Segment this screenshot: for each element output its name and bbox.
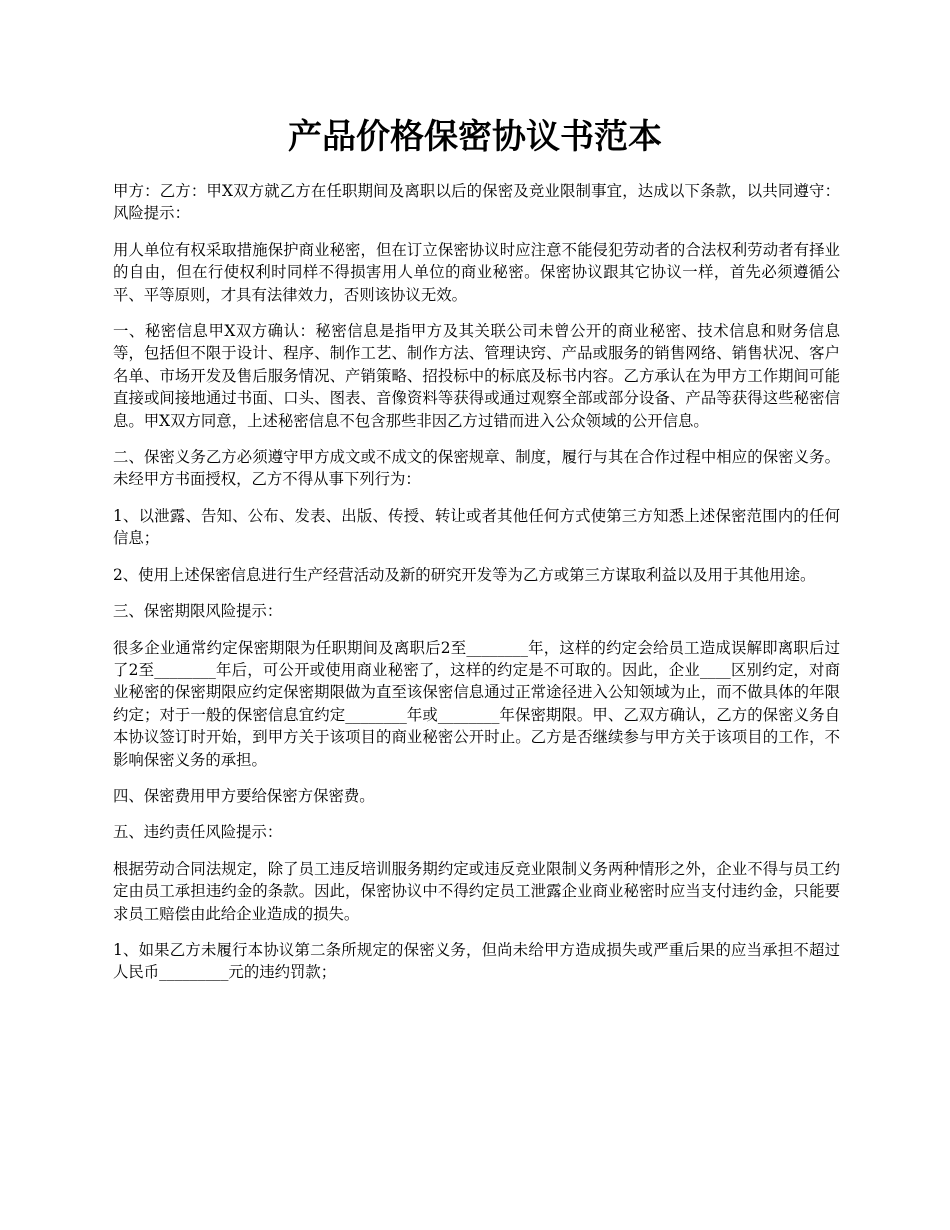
paragraph-obligation-item-1: 1、以泄露、告知、公布、发表、出版、传授、转让或者其他任何方式使第三方知悉上述保密范围内的任何信息； [113,506,840,548]
paragraph-liability-item-1: 1、如果乙方未履行本协议第二条所规定的保密义务，但尚未给甲方造成损失或严重后果的应当承担不超过人民币_________元的违约罚款； [113,940,840,982]
paragraph-section-3-heading: 三、保密期限风险提示： [113,602,283,621]
document-body [113,180,840,998]
paragraph-intro: 甲方：乙方：甲X双方就乙方在任职期间及离职以后的保密及竞业限制事宜，达成以下条款，以共同遵守：风险提示： [113,182,840,223]
paragraph-employer-rights: 用人单位有权采取措施保护商业秘密，但在订立保密协议时应注意不能侵犯劳动者的合法权利劳动者有择业的自由，但在行使权利时同样不得损害用人单位的商业秘密。保密协议跟其它协议一样，首先必须遵循公平、平等原则，才具有法律效力，否则该协议无效。 [113,240,840,304]
paragraph-section-4-fee: 四、保密费用甲方要给保密方保密费。 [113,786,375,805]
document-title: 产品价格保密协议书范本 [288,117,662,157]
paragraph-section-5-heading: 五、违约责任风险提示： [113,823,283,842]
paragraph-section-3-term: 很多企业通常约定保密期限为任职期间及离职后2至________年，这样的约定会给员工造成误解即离职后过了2至________年后，可公开或使用商业秘密了，这样的约定是不可取的。因此，企业____区别约定，对商业秘密的保密期限应约定保密期限做为直至该保密信息通过正常途径进入公知领域为止，而不做具体的年限约定；对于一般的保密信息宜约定________年或________年保密期限。甲、乙双方确认，乙方的保密义务自本协议签订时开始，到甲方关于该项目的商业秘密公开时止。乙方是否继续参与甲方关于该项目的工作，不影响保密义务的承担。 [113,638,840,769]
paragraph-obligation-item-2: 2、使用上述保密信息进行生产经营活动及新的研究开发等为乙方或第三方谋取利益以及用于其他用途。 [113,565,816,584]
paragraph-section-1-secret-info: 一、秘密信息甲X双方确认：秘密信息是指甲方及其关联公司未曾公开的商业秘密、技术信息和财务信息等，包括但不限于设计、程序、制作工艺、制作方法、管理诀窍、产品或服务的销售网络、销售状况、客户名单、市场开发及售后服务情况、产销策略、招投标中的标底及标书内容。乙方承认在为甲方工作期间可能直接或间接地通过书面、口头、图表、音像资料等获得或通过观察全部或部分设备、产品等获得这些秘密信息。甲X双方同意，上述秘密信息不包含那些非因乙方过错而进入公众领域的公开信息。 [113,322,840,430]
paragraph-section-5-law: 根据劳动合同法规定，除了员工违反培训服务期约定或违反竞业限制义务两种情形之外，企业不得与员工约定由员工承担违约金的条款。因此，保密协议中不得约定员工泄露企业商业秘密时应当支付违约金，只能要求员工赔偿由此给企业造成的损失。 [113,859,840,923]
paragraph-section-2-obligations: 二、保密义务乙方必须遵守甲方成文或不成文的保密规章、制度，履行与其在合作过程中相应的保密义务。未经甲方书面授权，乙方不得从事下列行为： [113,448,840,489]
